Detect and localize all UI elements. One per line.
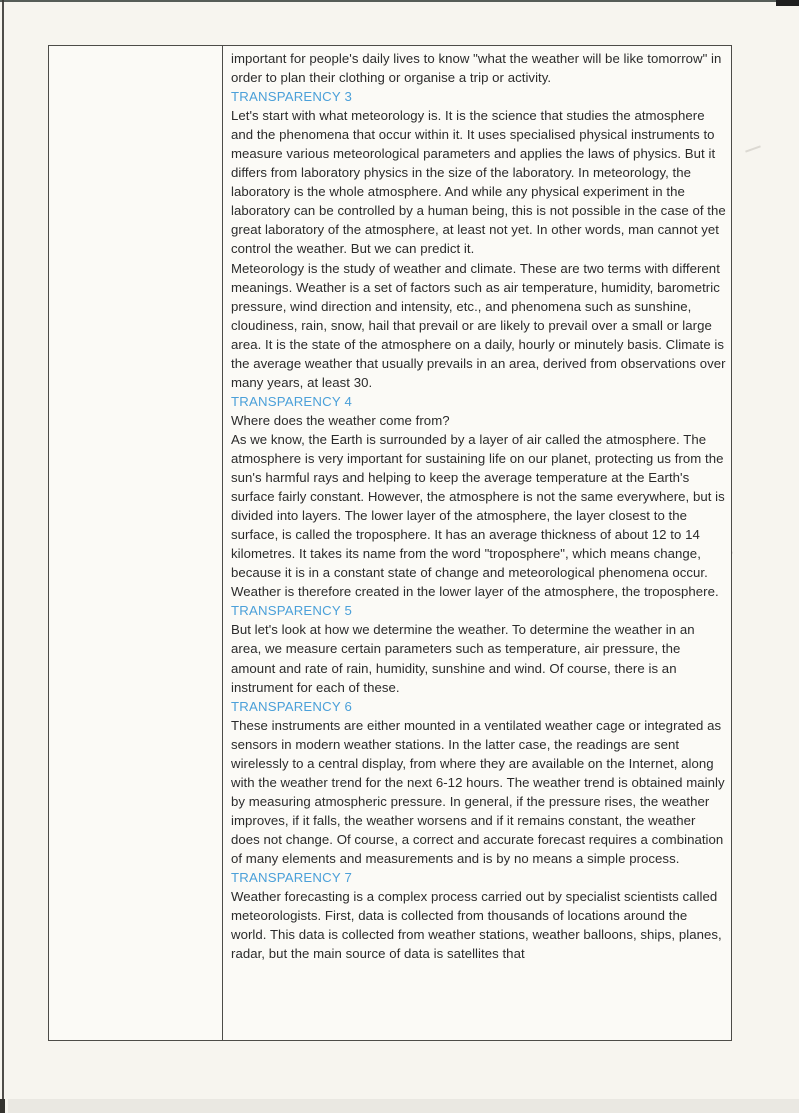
paragraph: Let's start with what meteorology is. It is the science that studies the atmosphere and the phenomena that occur within it. It uses specialised physical instruments to measure various meteorological parameters and applies the laws of physics. But it differs from laboratory physics in the size of the laboratory. In meteorology, the laboratory is the whole atmosphere. And while any physical experiment in the laboratory can be controlled by a human being, this is not possible in the case of the great laboratory of the atmosphere, at least not yet. In other words, man cannot yet control the weather. But we can predict it. [231, 108, 726, 257]
content-table [48, 45, 732, 1041]
section-heading-transparency-6: TRANSPARENCY 6 [231, 698, 353, 714]
paragraph: But let's look at how we determine the weather. To determine the weather in an area, we measure certain parameters such as temperature, air pressure, the amount and rate of rain, humidity, sunshine and wind. Of course, there is an instrument for each of these. [231, 622, 695, 695]
scan-corner-mark [776, 0, 799, 6]
scan-bottom-left-mark [0, 1099, 5, 1113]
scan-smudge-small [745, 145, 761, 152]
section-heading-transparency-7: TRANSPARENCY 7 [231, 870, 353, 886]
scan-bottom-strip [8, 1099, 799, 1113]
intro-paragraph-fragment: important for people's daily lives to know "what the weather will be like tomorrow" in order to plan their clothing or organise a trip or activity. [231, 51, 722, 86]
scan-edge-top [0, 0, 799, 2]
table-cell-left-empty [49, 46, 223, 1040]
paragraph: Meteorology is the study of weather and climate. These are two terms with different meanings. Weather is a set of factors such as air temperature, humidity, barometric pressure, wind direction and intensity, etc., and phenomena such as sunshine, cloudiness, rain, snow, hail that prevail or are likely to prevail over a small or large area. It is the state of the atmosphere on a daily, hourly or minutely basis. Climate is the average weather that usually prevails in an area, derived from observations over many years, at least 30. [231, 260, 726, 390]
scan-edge-left [2, 0, 4, 1113]
table-cell-content [223, 46, 731, 1040]
paragraph: These instruments are either mounted in a ventilated weather cage or integrated as sensors in modern weather stations. In the latter case, the readings are sent wirelessly to a central display, from where they are available on the Internet, along with the weather trend for the next 6-12 hours. The weather trend is obtained mainly by measuring atmospheric pressure. In general, if the pressure rises, the weather improves, if it falls, the weather worsens and if it remains constant, the weather does not change. Of course, a correct and accurate forecast requires a combination of many elements and measurements and is by no means a simple process. [231, 717, 725, 866]
section-heading-transparency-3: TRANSPARENCY 3 [231, 89, 353, 105]
section-heading-transparency-5: TRANSPARENCY 5 [231, 603, 353, 619]
section-heading-transparency-4: TRANSPARENCY 4 [231, 393, 353, 409]
paragraph: Where does the weather come from? [231, 412, 450, 428]
paragraph: Weather forecasting is a complex process carried out by specialist scientists called meteorologists. First, data is collected from thousands of locations around the world. This data is collected from weather stations, weather balloons, ships, planes, radar, but the main source of data is satellites that [231, 889, 722, 962]
paragraph: As we know, the Earth is surrounded by a layer of air called the atmosphere. The atmosphere is very important for sustaining life on our planet, protecting us from the sun's harmful rays and helping to keep the average temperature at the Earth's surface fairly constant. However, the atmosphere is not the same everywhere, but is divided into layers. The lower layer of the atmosphere, the layer closest to the surface, is called the troposphere. It has an average thickness of about 12 to 14 kilometres. It takes its name from the word "troposphere", which means change, because it is in a constant state of change and meteorological phenomena occur. Weather is therefore created in the lower layer of the atmosphere, the troposphere. [231, 431, 725, 600]
